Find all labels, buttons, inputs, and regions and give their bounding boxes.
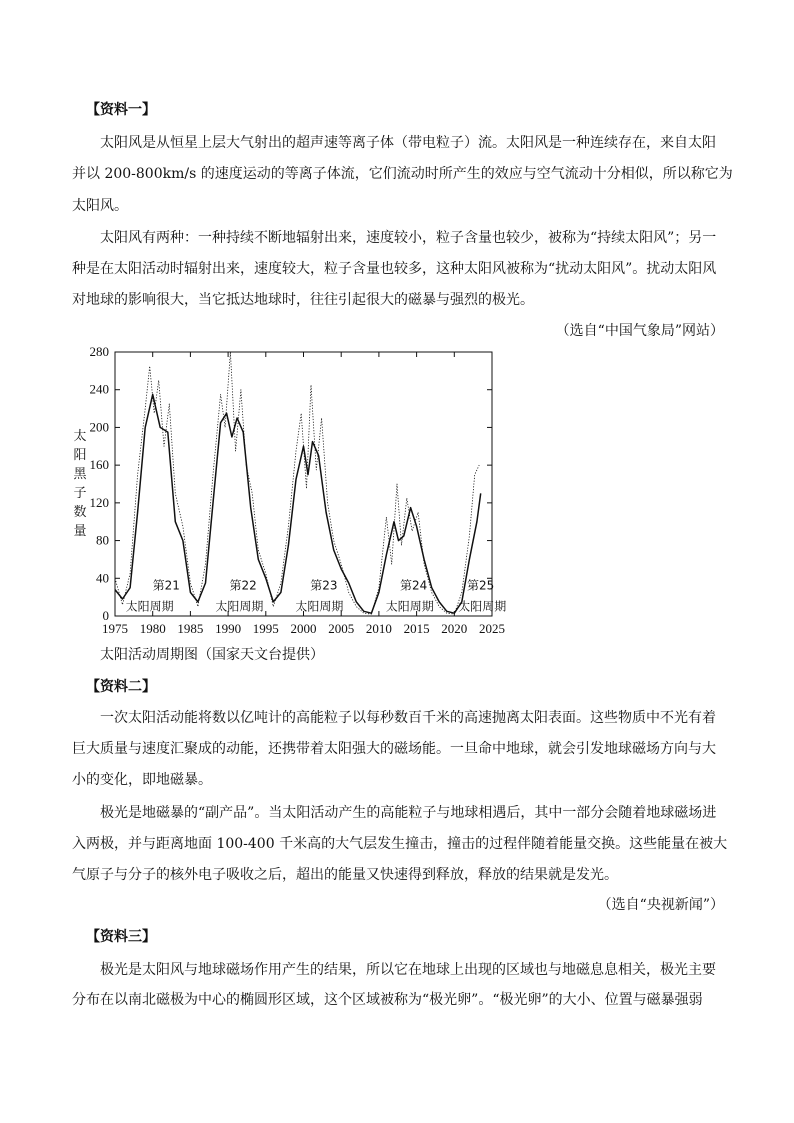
series-line-monthly	[115, 352, 479, 614]
cycle-annotations	[126, 579, 507, 614]
section2-p2-line1: 极光是地磁暴的“副产品”。当太阳活动产生的高能粒子与地球相遇后，其中一部分会随着地球磁场进	[100, 805, 717, 821]
series-group	[115, 352, 481, 614]
x-tick-label: 2020	[441, 621, 468, 636]
x-tick-label: 2015	[403, 621, 430, 636]
cycle-label-text: 太阳周期	[125, 599, 174, 614]
cycle-label-text: 太阳周期	[215, 599, 264, 614]
x-tick-label: 1975	[102, 621, 128, 636]
cycle-label-text: 太阳周期	[458, 599, 507, 614]
section1-p2-line2: 种是在太阳活动时辐射出来，速度较大，粒子含量也较多，这种太阳风被称为“扰动太阳风”。扰动太阳风	[72, 261, 717, 277]
x-tick-label: 1980	[139, 621, 166, 636]
section1-heading: 【资料一】	[86, 102, 156, 118]
cycle-label-number: 第21	[152, 578, 180, 593]
section1-p2-line1: 太阳风有两种：一种持续不断地辐射出来，速度较小，粒子含量也较少，被称为“持续太阳风”；另一	[100, 230, 717, 246]
section1-p1-line1: 太阳风是从恒星上层大气射出的超声速等离子体（带电粒子）流。太阳风是一种连续存在，来自太阳	[100, 135, 716, 151]
section1-p1-line2: 并以 200-800km/s 的速度运动的等离子体流，它们流动时所产生的效应与空气流动十分相似，所以称它为	[72, 166, 733, 182]
y-tick-label: 120	[89, 494, 109, 510]
section2-p2-line2: 入两极，并与距离地面 100-400 千米高的大气层发生撞击，撞击的过程伴随着能量交换。这些能量在被大	[72, 836, 728, 852]
x-tick-label: 2000	[290, 621, 317, 636]
section2-heading: 【资料二】	[86, 679, 156, 695]
cycle-label-number: 第22	[229, 578, 257, 593]
sunspot-cycle-chart	[60, 340, 530, 665]
x-tick-label: 2005	[328, 621, 355, 636]
section2-p1-line1: 一次太阳活动能将数以亿吨计的高能粒子以每秒数百千米的高速抛离太阳表面。这些物质中不光有着	[100, 710, 716, 726]
y-axis-label	[73, 428, 87, 539]
y-tick-label: 240	[89, 381, 109, 397]
section2-source: （选自“央视新闻”）	[597, 897, 724, 913]
y-tick-label: 80	[96, 532, 109, 548]
cycle-label-number: 第25	[467, 578, 495, 593]
section2-p1-line2: 巨大质量与速度汇聚成的动能，还携带着太阳强大的磁场能。一旦命中地球，就会引发地球磁场方向与大	[72, 741, 716, 757]
cycle-label-text: 太阳周期	[385, 599, 434, 614]
y-tick-label: 200	[89, 419, 109, 435]
section3-p1-line2: 分布在以南北磁极为中心的椭圆形区域，这个区域被称为“极光卵”。“极光卵”的大小、位置与磁暴强弱	[72, 992, 703, 1008]
section3-p1-line1: 极光是太阳风与地球磁场作用产生的结果，所以它在地球上出现的区域也与地磁息息相关，极光主要	[100, 962, 716, 978]
y-tick-label: 40	[96, 570, 109, 586]
section2-p1-line3: 小的变化，即地磁暴。	[72, 772, 212, 788]
chart-caption: 太阳活动周期图（国家天文台提供）	[100, 647, 324, 663]
section2-p2-line3: 气原子与分子的核外电子吸收之后，超出的能量又快速得到释放，释放的结果就是发光。	[72, 867, 618, 883]
section1-p1-line3: 太阳风。	[72, 198, 128, 214]
x-tick-label: 2010	[365, 621, 392, 636]
section3-heading: 【资料三】	[86, 929, 156, 945]
y-tick-label: 160	[89, 457, 109, 473]
y-tick-label: 280	[89, 344, 109, 359]
x-tick-label: 1995	[252, 621, 279, 636]
x-tick-label: 1990	[215, 621, 242, 636]
section1-p2-line3: 对地球的影响很大，当它抵达地球时，往往引起很大的磁暴与强烈的极光。	[72, 292, 534, 308]
x-tick-label: 2025	[479, 621, 505, 636]
cycle-label-text: 太阳周期	[295, 599, 344, 614]
y-tick-label: 0	[102, 608, 109, 623]
cycle-label-number: 第24	[399, 578, 428, 593]
cycle-label-number: 第23	[310, 578, 338, 593]
section1-source: （选自“中国气象局”网站）	[555, 323, 724, 339]
x-tick-label: 1985	[177, 621, 204, 636]
y-axis-label-text: 太阳黑子数量	[73, 429, 87, 539]
